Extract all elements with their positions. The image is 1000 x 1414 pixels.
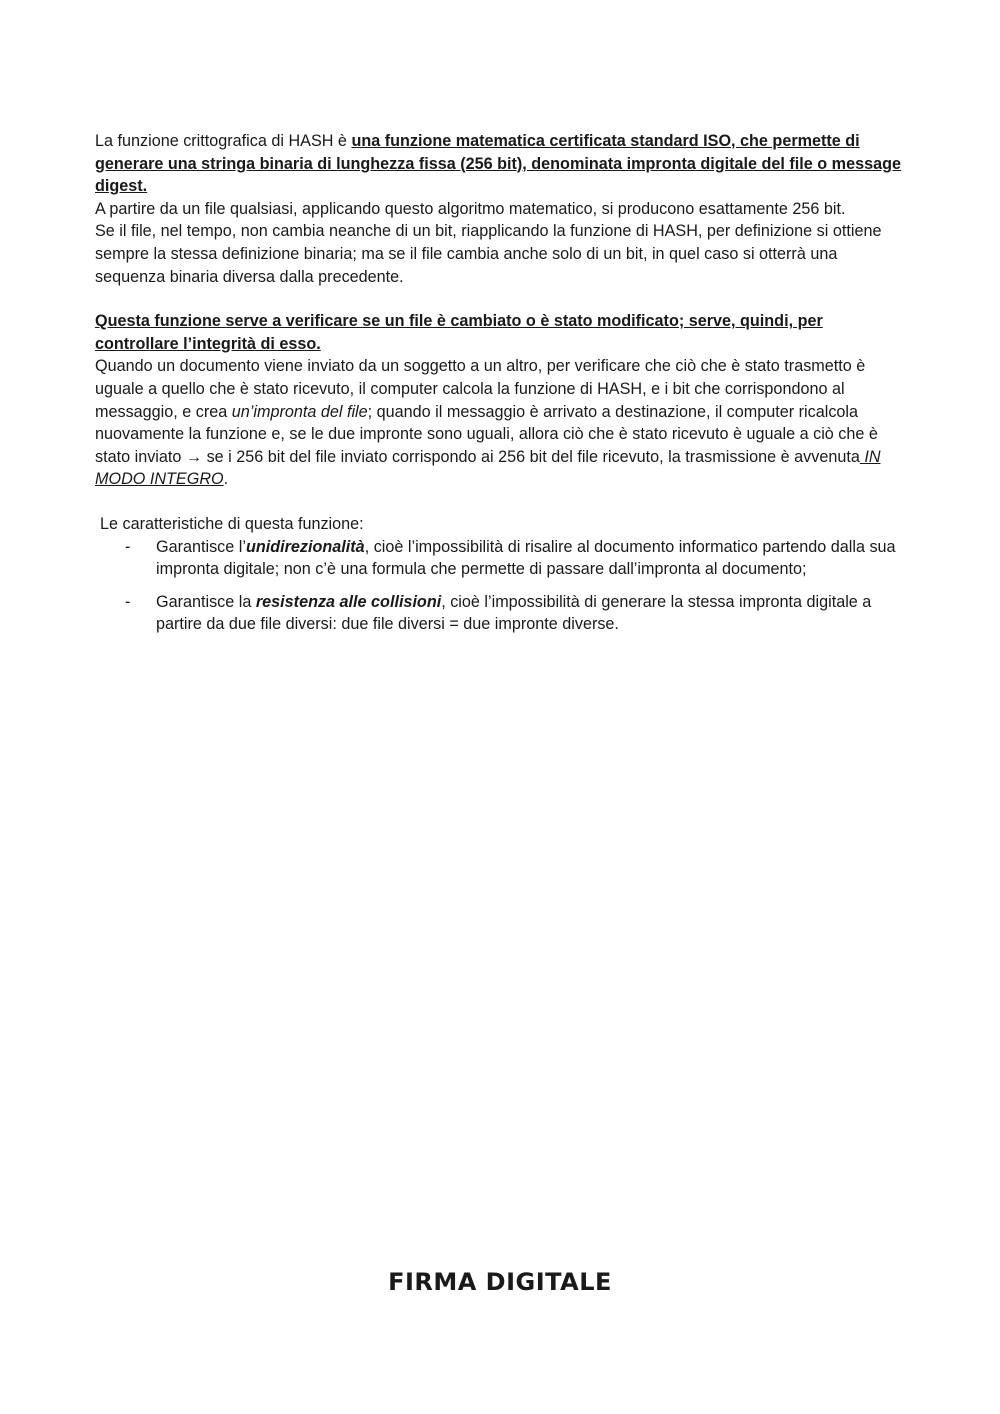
paragraph-integrity-body [95, 355, 905, 491]
hash-definition-text: una funzione matematica certificata standard ISO, che permette di generare una stringa binaria di lunghezza fissa (256 bit), denominata impronta digitale del file o message digest. [95, 132, 901, 196]
integrity-text-b: ; quando il messaggio è arrivato a destinazione, il computer ricalcola nuovamente la funzione e, se le due impronte sono uguali, allora ciò che è stato ricevuto è uguale a ciò che è stato inviato [95, 402, 878, 466]
list-item [95, 591, 905, 636]
section-title: FIRMA DIGITALE [388, 1268, 612, 1296]
paragraph-hash-definition [95, 130, 905, 198]
feature-post: , cioè l’impossibilità di generare la stessa impronta digitale a partire da due file diversi: due file diversi = due impronte diverse. [156, 592, 872, 634]
paragraph-integrity-heading: Questa funzione serve a verificare se un file è cambiato o è stato modificato; serve, quindi, per controllare l’integrità di esso. [95, 312, 823, 353]
spacer [95, 491, 905, 513]
paragraph-hash-change: Se il file, nel tempo, non cambia neanche di un bit, riapplicando la funzione di HASH, per definizione si ottiene sempre la stessa definizione binaria; ma se il file cambia anche solo di un bit, in quel caso si otterrà una sequenza binaria diversa dalla precedente. [95, 222, 882, 286]
hash-lead-text: La funzione crittografica di HASH è [95, 132, 352, 150]
integrity-end: . [223, 470, 229, 489]
integrity-italic-text: un’impronta del file [231, 402, 368, 421]
feature-post: , cioè l’impossibilità di risalire al documento informatico partendo dalla sua impronta digitale; non c’è una formula che permette di passare dall’impronta al documento; [156, 537, 896, 579]
bullet-dash: - [125, 592, 131, 611]
paragraph-hash-output: A partire da un file qualsiasi, applicando questo algoritmo matematico, si producono esattamente 256 bit. [95, 199, 846, 218]
integrity-text-a: Quando un documento viene inviato da un soggetto a un altro, per verificare che ciò che è stato trasmetto è uguale a quello che è stato ricevuto, il computer calcola la funzione di HASH, e i bit che corrispondono al messaggio, e crea [95, 357, 866, 421]
feature-pre: Garantisce la [156, 592, 256, 611]
features-intro: Le caratteristiche di questa funzione: [100, 514, 364, 533]
feature-pre: Garantisce l’ [156, 537, 246, 556]
feature-term: resistenza alle collisioni [255, 592, 442, 611]
integrity-mode-text: IN MODO INTEGRO [95, 447, 881, 489]
document-body [95, 130, 905, 646]
arrow-right-icon: → [185, 447, 203, 466]
list-item [95, 536, 905, 581]
features-list [95, 536, 905, 636]
spacer [95, 288, 905, 310]
integrity-text-c: se i 256 bit del file inviato corrispondo ai 256 bit del file ricevuto, la trasmissione è avvenuta [202, 447, 860, 466]
bullet-dash: - [125, 537, 131, 556]
feature-term: unidirezionalità [245, 537, 365, 556]
